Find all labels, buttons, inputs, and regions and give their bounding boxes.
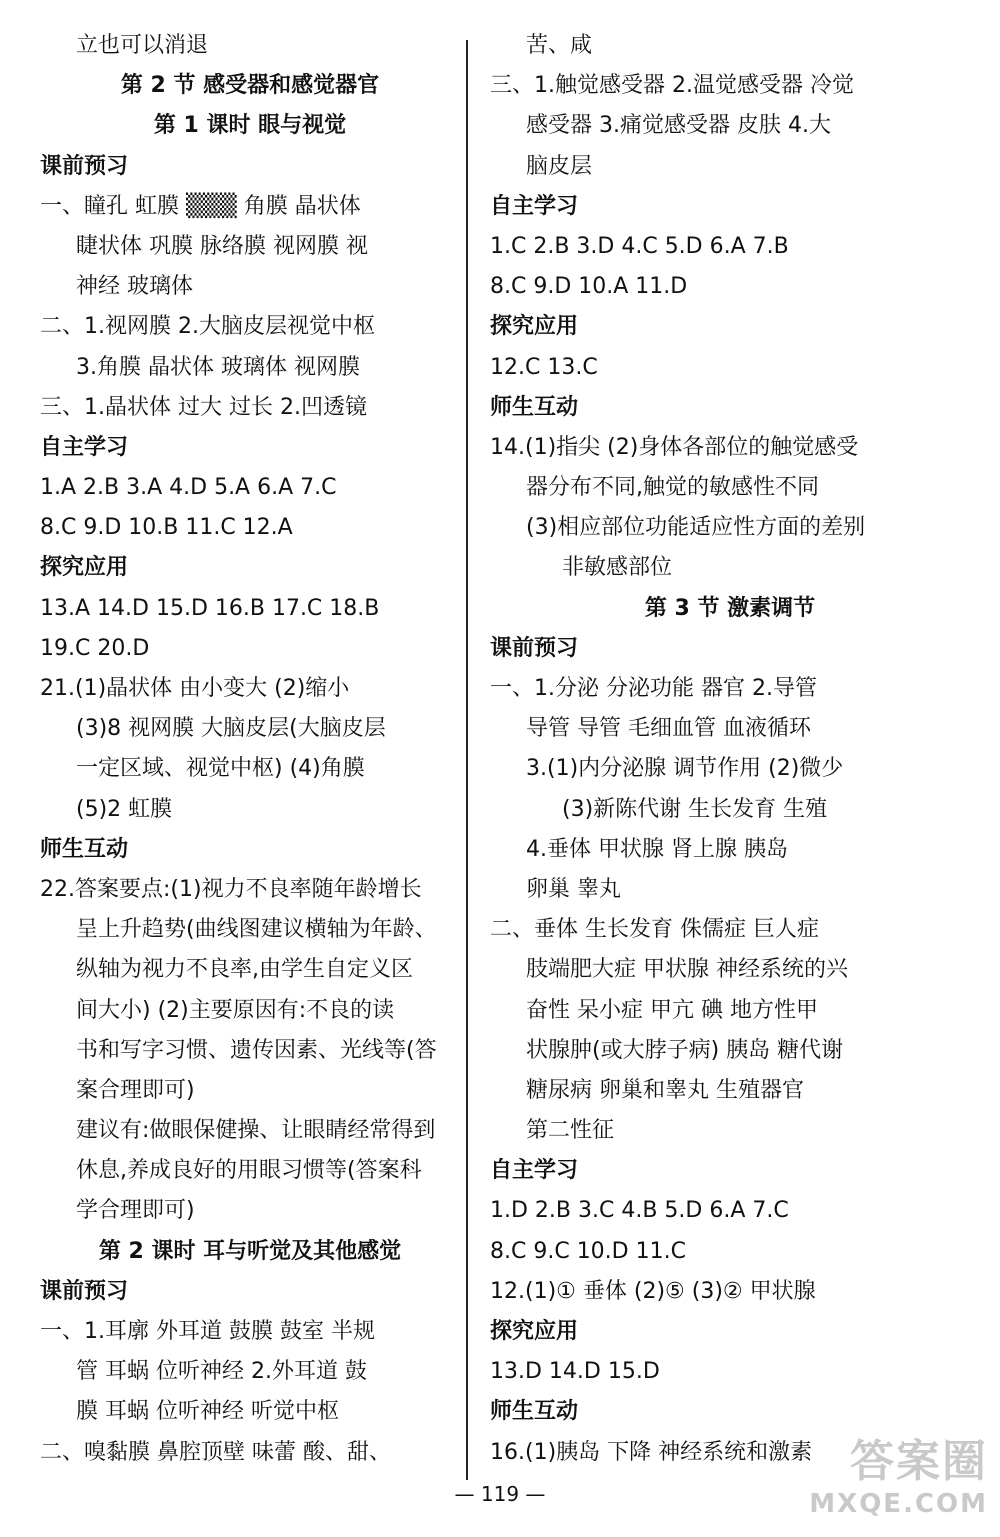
section-label: 自主学习 xyxy=(490,1158,579,1184)
answer-line: 1.C 2.B 3.D 4.C 5.D 6.A 7.B xyxy=(490,233,789,259)
answer-line: 一、1.分泌 分泌功能 器官 2.导管 xyxy=(490,676,817,701)
answer-line: 管 耳蜗 位听神经 2.外耳道 鼓 xyxy=(76,1359,367,1385)
answer-line: 一、1.耳廓 外耳道 鼓膜 鼓室 半规 xyxy=(40,1319,375,1344)
answer-line: 导管 导管 毛细血管 血液循环 xyxy=(526,716,811,742)
answer-line: 12.C 13.C xyxy=(490,354,598,380)
section-label: 课前预习 xyxy=(40,1278,129,1304)
answer-line: 1.D 2.B 3.C 4.B 5.D 6.A 7.C xyxy=(490,1198,789,1224)
answer-line: (3)8 视网膜 大脑皮层(大脑皮层 xyxy=(76,716,386,742)
answer-line: (3)新陈代谢 生长发育 生殖 xyxy=(562,796,828,822)
answer-line: 立也可以消退 xyxy=(76,33,209,58)
answer-line: 8.C 9.D 10.A 11.D xyxy=(490,274,688,300)
section-title: 第 2 课时 耳与听觉及其他感觉 xyxy=(98,1238,402,1264)
section-title: 第 2 节 感受器和感觉器官 xyxy=(120,73,380,99)
right-column xyxy=(490,26,970,1473)
answer-line: 书和写字习惯、遗传因素、光线等(答 xyxy=(76,1037,437,1063)
answer-line: 一定区域、视觉中枢) (4)角膜 xyxy=(76,756,365,782)
watermark-url: MXQE.COM xyxy=(809,1489,988,1519)
section-label: 探究应用 xyxy=(490,1319,579,1344)
section-label: 课前预习 xyxy=(40,153,129,179)
answer-line: 二、垂体 生长发育 侏儒症 巨人症 xyxy=(490,917,819,943)
answer-line: 14.(1)指尖 (2)身体各部位的触觉感受 xyxy=(490,434,859,460)
answer-line: 12.(1)① 垂体 (2)⑤ (3)② 甲状腺 xyxy=(490,1278,816,1304)
answer-line: (5)2 虹膜 xyxy=(76,796,173,822)
answer-line: 学合理即可) xyxy=(76,1198,195,1224)
answer-line: 8.C 9.D 10.B 11.C 12.A xyxy=(40,515,293,541)
answer-line: 非敏感部位 xyxy=(562,555,673,581)
section-label: 探究应用 xyxy=(40,555,129,581)
answer-line: (3)相应部位功能适应性方面的差别 xyxy=(526,515,866,541)
answer-line: 脑皮层 xyxy=(526,153,593,179)
section-title: 第 1 课时 眼与视觉 xyxy=(153,113,347,139)
answer-line: 神经 玻璃体 xyxy=(76,274,193,300)
section-label: 自主学习 xyxy=(490,193,579,219)
answer-line: 3.(1)内分泌腺 调节作用 (2)微少 xyxy=(526,756,844,782)
page-number: — 119 — xyxy=(454,1482,546,1506)
section-title: 第 3 节 激素调节 xyxy=(644,595,816,621)
answer-line: 肢端肥大症 甲状腺 神经系统的兴 xyxy=(526,957,848,983)
section-label: 师生互动 xyxy=(490,1399,579,1425)
answer-line: 间大小) (2)主要原因有:不良的读 xyxy=(76,997,395,1023)
answer-line: 16.(1)胰岛 下降 神经系统和激素 xyxy=(490,1439,813,1465)
answer-line: 一、瞳孔 虹膜 ▒▒▒ 角膜 晶状体 xyxy=(40,193,361,219)
answer-line: 睫状体 巩膜 脉络膜 视网膜 视 xyxy=(76,233,368,259)
answer-line: 第二性征 xyxy=(526,1118,615,1144)
answer-line: 奋性 呆小症 甲亢 碘 地方性甲 xyxy=(526,997,818,1023)
answer-line: 二、嗅黏膜 鼻腔顶壁 味蕾 酸、甜、 xyxy=(40,1439,391,1465)
answer-line: 19.C 20.D xyxy=(40,635,150,661)
answer-line: 建议有:做眼保健操、让眼睛经常得到 xyxy=(76,1118,436,1144)
answer-line: 糖尿病 卵巢和睾丸 生殖器官 xyxy=(526,1077,804,1103)
answer-line: 感受器 3.痛觉感受器 皮肤 4.大 xyxy=(526,113,831,139)
answer-line: 8.C 9.C 10.D 11.C xyxy=(490,1238,686,1264)
answer-line: 3.角膜 晶状体 玻璃体 视网膜 xyxy=(76,354,360,380)
section-label: 课前预习 xyxy=(490,635,579,661)
section-label: 师生互动 xyxy=(40,836,129,862)
watermark-logo xyxy=(809,1425,988,1519)
answer-line: 苦、咸 xyxy=(526,33,593,58)
answer-line: 膜 耳蜗 位听神经 听觉中枢 xyxy=(76,1399,339,1425)
column-divider xyxy=(466,40,468,1480)
answer-line: 二、1.视网膜 2.大脑皮层视觉中枢 xyxy=(40,314,375,340)
answer-line: 1.A 2.B 3.A 4.D 5.A 6.A 7.C xyxy=(40,475,337,501)
answer-line: 卵巢 睾丸 xyxy=(526,876,621,902)
answer-line: 三、1.晶状体 过大 过长 2.凹透镜 xyxy=(40,394,367,420)
answer-line: 休息,养成良好的用眼习惯等(答案科 xyxy=(76,1158,422,1184)
answer-line: 呈上升趋势(曲线图建议横轴为年龄、 xyxy=(76,917,437,943)
left-column xyxy=(40,26,460,1473)
section-label: 探究应用 xyxy=(490,314,579,340)
section-label: 师生互动 xyxy=(490,394,579,420)
answer-line: 4.垂体 甲状腺 肾上腺 胰岛 xyxy=(526,836,788,862)
answer-line: 纵轴为视力不良率,由学生自定义区 xyxy=(76,957,413,983)
answer-line: 三、1.触觉感受器 2.温觉感受器 冷觉 xyxy=(490,73,854,99)
answer-line: 器分布不同,触觉的敏感性不同 xyxy=(526,475,819,501)
answer-line: 22.答案要点:(1)视力不良率随年龄增长 xyxy=(40,876,422,902)
answer-line: 案合理即可) xyxy=(76,1077,195,1103)
answer-line: 状腺肿(或大脖子病) 胰岛 糖代谢 xyxy=(526,1037,844,1063)
answer-line: 13.D 14.D 15.D xyxy=(490,1359,660,1385)
answer-line: 13.A 14.D 15.D 16.B 17.C 18.B xyxy=(40,595,380,621)
answer-line: 21.(1)晶状体 由小变大 (2)缩小 xyxy=(40,676,350,701)
section-label: 自主学习 xyxy=(40,434,129,460)
watermark-text: 答案圈 xyxy=(850,1436,988,1487)
